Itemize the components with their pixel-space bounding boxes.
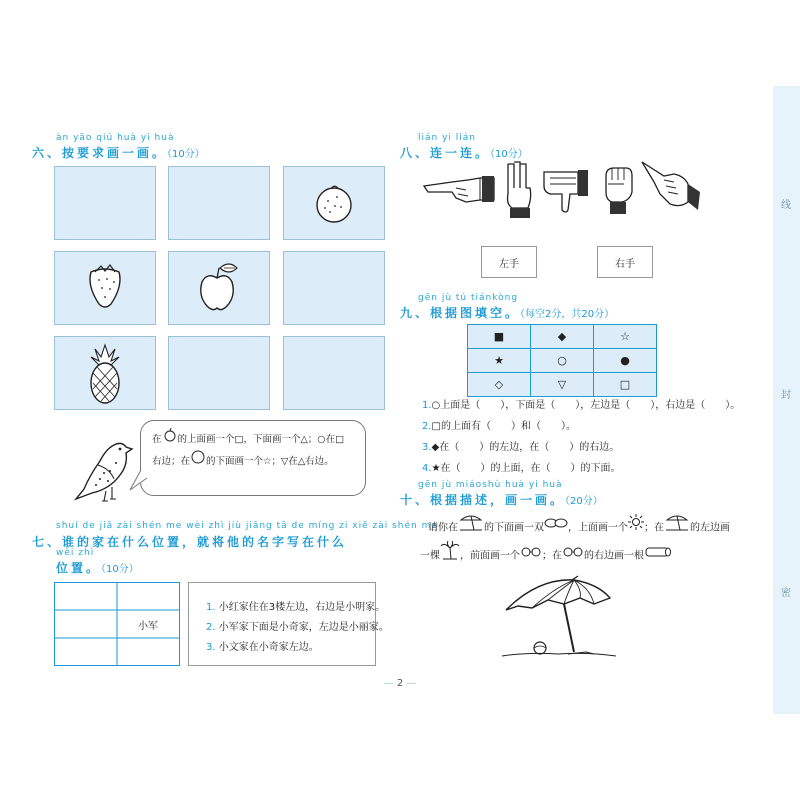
section7-title: 七、谁的家在什么位置，就将他的名字写在什么 (32, 535, 348, 549)
beach-umbrella-scene (498, 572, 620, 662)
section9-pinyin: gēn jù tú tiánkòng (418, 293, 519, 303)
section8-pinyin: lián yi lián (418, 133, 476, 143)
swim-goggles-icon-inline (562, 543, 584, 569)
question-1: 1.○上面是（ ），下面是（ ），左边是（ ），右边是（ ）。 (422, 400, 741, 411)
grid-tile-4[interactable] (54, 251, 156, 325)
strawberry-icon (55, 252, 155, 324)
section8-title: 八、连一连。（10分） (400, 146, 528, 160)
section6-title: 六、按要求画一画。（10分） (32, 146, 205, 160)
speech-line-2: 右边；在 的下面画一个☆；▽在△右边。 (152, 450, 334, 473)
section7-pinyin2: wèi zhì (56, 548, 95, 558)
grid-tile-9[interactable] (283, 336, 385, 410)
question-3: 3.◆在（ ）的左边，在（ ）的右边。 (422, 442, 620, 453)
symbol-cell: ☆ (594, 325, 657, 349)
log-icon-inline (644, 543, 672, 569)
clue-2: 2. 小军家下面是小奇家，左边是小丽家。 (206, 622, 389, 633)
umbrella-icon-inline (458, 512, 484, 543)
hand-thumbs-down-icon (540, 164, 590, 216)
orange-icon-inline (190, 450, 206, 473)
right-hand-box[interactable]: 右手 (597, 246, 653, 278)
hand-fist-icon (600, 162, 636, 216)
grid-tile-7[interactable] (54, 336, 156, 410)
grid-tile-8[interactable] (168, 336, 270, 410)
apple-icon (169, 252, 269, 324)
clue-1: 1. 小红家住在3楼左边，右边是小明家。 (206, 602, 386, 613)
symbol-cell: □ (594, 373, 657, 397)
grid-tile-2[interactable] (168, 166, 270, 240)
symbol-cell: ■ (468, 325, 531, 349)
symbol-cell: ● (594, 349, 657, 373)
speech-line-1: 在 的上面画一个□，下面画一个△；○在□ (152, 428, 344, 451)
seal-char-line: 线 (781, 200, 791, 211)
section7-title2: 位置。（10分） (56, 561, 139, 575)
orange-icon (284, 167, 384, 239)
grid-tile-5[interactable] (168, 251, 270, 325)
pineapple-icon (55, 337, 155, 409)
section7-pinyin: shuí de jiā zài shén me wèi zhì jiù jiāng tā de míng zi xiě zài shén me (56, 521, 438, 531)
symbol-cell: ▽ (531, 373, 594, 397)
section6-pinyin: àn yāo qiú huà yi huà (56, 133, 175, 143)
umbrella-icon-inline (664, 512, 690, 543)
section10-title: 十、根据描述，画一画。（20分） (400, 493, 603, 507)
question-4: 4.★在（ ）的上面，在（ ）的下面。 (422, 463, 621, 474)
page-number: — 2 — (383, 678, 417, 689)
slippers-icon-inline (544, 515, 568, 541)
clue-3: 3. 小文家在小奇家左边。 (206, 642, 319, 653)
grid-cell-xiaojun: 小军 (138, 620, 158, 632)
symbol-cell: ◆ (531, 325, 594, 349)
description-line-2: 一棵 ，前面画一个 ；在 的右边画一根 (420, 540, 672, 571)
seal-char-secret: 密 (781, 588, 791, 599)
grid-tile-3[interactable] (283, 166, 385, 240)
hand-pointing-left-icon (422, 170, 496, 210)
question-2: 2.□的上面有（ ）和（ ）。 (422, 421, 576, 432)
left-hand-box[interactable]: 左手 (481, 246, 537, 278)
seal-char-seal: 封 (781, 390, 791, 401)
symbol-cell: ○ (531, 349, 594, 373)
symbol-cell: ★ (468, 349, 531, 373)
hand-pointing-up-left-icon (638, 158, 702, 218)
sun-icon-inline (628, 514, 644, 541)
description-line-1: 请你在 的下面画一双 ，上面画一个 ；在 的左边画 (428, 512, 730, 543)
swim-goggles-icon-inline (520, 543, 542, 569)
symbol-cell: ◇ (468, 373, 531, 397)
section10-pinyin: gēn jù miáoshù huà yi huà (418, 480, 563, 490)
symbol-table (467, 324, 657, 397)
apple-icon-inline (162, 428, 178, 451)
grid-tile-6[interactable] (283, 251, 385, 325)
palm-tree-icon-inline (440, 540, 460, 571)
house-grid (54, 582, 180, 666)
section9-title: 九、根据图填空。（每空2分，共20分） (400, 306, 615, 320)
speech-bubble-tail (128, 468, 148, 494)
grid-tile-1[interactable] (54, 166, 156, 240)
hand-three-fingers-icon (502, 158, 536, 220)
